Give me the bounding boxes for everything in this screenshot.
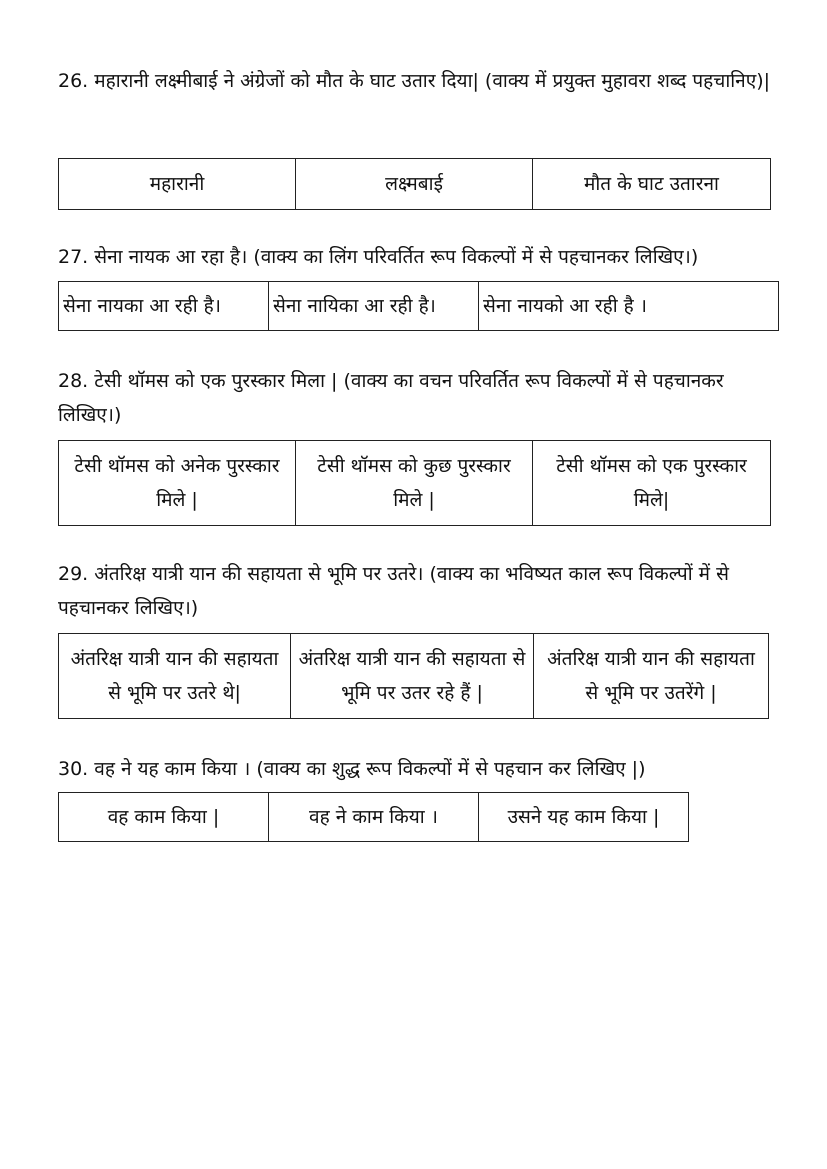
option-c: टेसी थॉमस को एक पुरस्कार मिले| (533, 441, 771, 526)
option-a: वह काम किया | (59, 793, 269, 842)
question-30-options (58, 792, 689, 842)
option-a: अंतरिक्ष यात्री यान की सहायता से भूमि पर उतरे थे| (59, 634, 291, 719)
question-26-options (58, 158, 771, 210)
question-29-text: 29. अंतरिक्ष यात्री यान की सहायता से भूमि पर उतरे। (वाक्य का भविष्यत काल रूप विकल्पों में से पहचानकर लिखिए।) (58, 563, 729, 619)
option-a: महारानी (59, 159, 296, 210)
option-b: लक्ष्मबाई (296, 159, 533, 210)
option-c: मौत के घाट उतारना (533, 159, 771, 210)
question-28-text: 28. टेसी थॉमस को एक पुरस्कार मिला | (वाक्य का वचन परिवर्तित रूप विकल्पों में से पहचानकर लिखिए।) (58, 370, 724, 426)
question-26-text: 26. महारानी लक्ष्मीबाई ने अंग्रेजों को मौत के घाट उतार दिया| (वाक्य में प्रयुक्त मुहावरा शब्द पहचानिए)| (58, 70, 771, 92)
question-27-options (58, 281, 779, 331)
question-27-text: 27. सेना नायक आ रहा है। (वाक्य का लिंग परिवर्तित रूप विकल्पों में से पहचानकर लिखिए।) (58, 246, 699, 268)
option-a: सेना नायका आ रही है। (59, 282, 269, 331)
option-b: सेना नायिका आ रही है। (269, 282, 479, 331)
option-b: अंतरिक्ष यात्री यान की सहायता से भूमि पर उतर रहे हैं | (291, 634, 534, 719)
question-30-text: 30. वह ने यह काम किया । (वाक्य का शुद्ध रूप विकल्पों में से पहचान कर लिखिए |) (58, 758, 646, 780)
option-b: टेसी थॉमस को कुछ पुरस्कार मिले | (296, 441, 533, 526)
option-b: वह ने काम किया । (269, 793, 479, 842)
option-c: उसने यह काम किया | (479, 793, 689, 842)
option-c: सेना नायको आ रही है । (479, 282, 779, 331)
option-c: अंतरिक्ष यात्री यान की सहायता से भूमि पर उतरेंगे | (534, 634, 769, 719)
option-a: टेसी थॉमस को अनेक पुरस्कार मिले | (59, 441, 296, 526)
question-28-options (58, 440, 771, 526)
question-29-options (58, 633, 769, 719)
